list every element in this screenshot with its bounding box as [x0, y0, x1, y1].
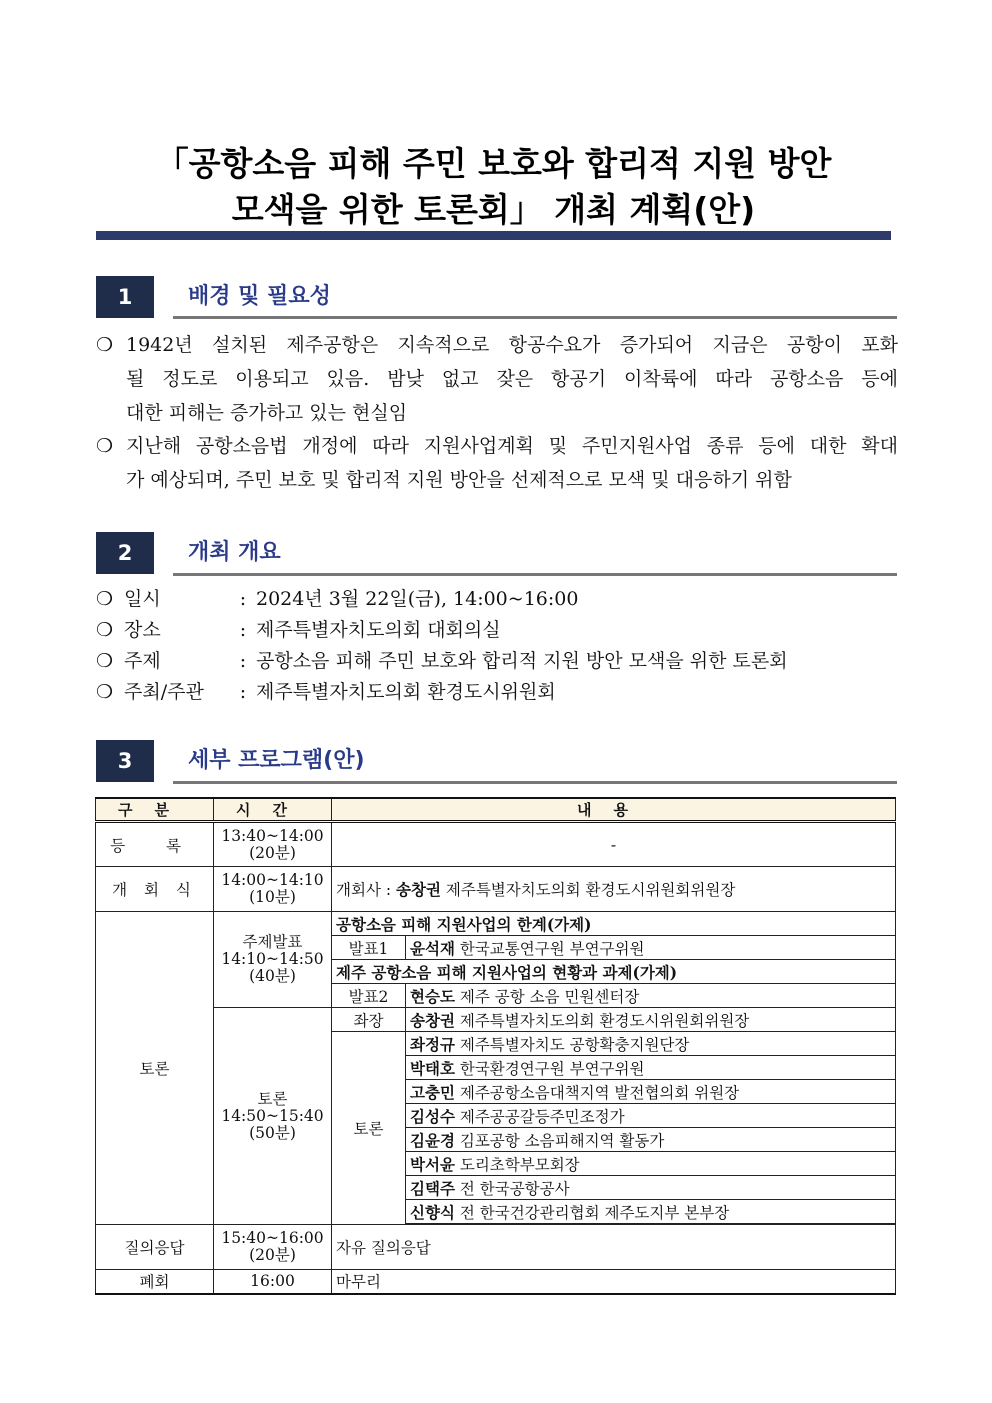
circle-bullet-icon: ❍ — [96, 588, 114, 610]
overview-value: 2024년 3월 22일(금), 14:00~16:00 — [256, 588, 579, 610]
circle-bullet-icon: ❍ — [96, 650, 114, 672]
circle-bullet-icon: ❍ — [96, 334, 114, 356]
table-row — [96, 867, 896, 912]
duration: (10분) — [249, 888, 296, 906]
person-name: 김성수 — [410, 1106, 455, 1126]
panelist — [406, 1128, 896, 1152]
section-title-overview: 개최 개요 — [188, 540, 281, 565]
paragraph-line: 1942년 설치된 제주공항은 지속적으로 항공수요가 증가되어 지금은 공항이 포화 — [126, 334, 898, 356]
person-name: 박서윤 — [410, 1154, 455, 1174]
person-name: 송창권 — [410, 1010, 455, 1030]
table-row — [96, 822, 896, 867]
discussion-category: 토론 — [96, 912, 214, 1225]
header-content: 내용 — [332, 798, 896, 822]
registration-content: - — [332, 822, 896, 867]
person-name: 좌정규 — [410, 1034, 455, 1054]
circle-bullet-icon: ❍ — [96, 681, 114, 703]
panelist — [406, 1032, 896, 1056]
table-row — [96, 1225, 896, 1270]
section-title-background: 배경 및 필요성 — [188, 284, 331, 309]
person-position: 제주특별자치도의회 환경도시위원회위원장 — [445, 881, 736, 899]
panelist — [406, 1200, 896, 1224]
opening-content — [332, 867, 896, 912]
person-position: 제주공공갈등주민조정가 — [459, 1107, 625, 1126]
person-position: 전 한국건강관리협회 제주도지부 본부장 — [459, 1203, 730, 1222]
overview-topic: ❍ 주제 : 공항소음 피해 주민 보호와 합리적 지원 방안 모색을 위한 토론회 — [96, 646, 788, 676]
person-position: 제주특별자치도 공항확충지원단장 — [459, 1035, 690, 1054]
overview-value: 제주특별자치도의회 대회의실 — [256, 619, 501, 641]
closing-time: 16:00 — [214, 1270, 332, 1294]
time-range: 14:50~15:40 — [221, 1106, 324, 1125]
table-row — [96, 1008, 896, 1032]
paragraph-line: 될 정도로 이용되고 있음. 밤낮 없고 잦은 항공기 이착륙에 따라 공항소음 등에 — [126, 368, 898, 390]
overview-host: ❍ 주최/주관 : 제주특별자치도의회 환경도시위원회 — [96, 677, 556, 707]
person-position: 제주 공항 소음 민원센터장 — [459, 987, 640, 1006]
role-label: 개회사 : — [336, 881, 392, 899]
section-number-2: 2 — [96, 532, 154, 574]
chair — [406, 1008, 896, 1032]
person-position: 한국환경연구원 부연구위원 — [459, 1059, 645, 1078]
presenter-role: 발표1 — [332, 936, 406, 960]
title-underline — [96, 231, 891, 240]
presenter-2 — [406, 984, 896, 1008]
registration-time — [214, 822, 332, 867]
topic-title: 공항소음 피해 지원사업의 한계(가제) — [336, 914, 592, 934]
paragraph-line: 대한 피해는 증가하고 있는 현실임 — [126, 402, 408, 424]
person-name: 현승도 — [410, 986, 455, 1006]
overview-label: 주최/주관 — [124, 681, 204, 703]
panelist — [406, 1080, 896, 1104]
topic-title: 제주 공항소음 피해 지원사업의 현황과 과제(가제) — [336, 962, 678, 982]
paragraph-line: 가 예상되며, 주민 보호 및 합리적 지원 방안을 선제적으로 모색 및 대응하기 위함 — [126, 469, 792, 491]
overview-label: 주제 — [124, 650, 161, 672]
overview-label: 일시 — [124, 588, 161, 610]
person-position: 전 한국공항공사 — [459, 1179, 570, 1198]
program-table — [95, 797, 896, 1295]
time-range: 13:40~14:00 — [221, 826, 324, 845]
panelist — [406, 1152, 896, 1176]
circle-bullet-icon: ❍ — [96, 435, 114, 457]
person-position: 김포공항 소음피해지역 활동가 — [459, 1131, 665, 1150]
background-item-1 — [96, 328, 898, 430]
section-rule — [173, 781, 897, 784]
section-rule — [173, 316, 897, 319]
presenter-1 — [406, 936, 896, 960]
person-name: 신향식 — [410, 1202, 455, 1222]
background-item-2 — [96, 429, 898, 497]
header-time: 시간 — [214, 798, 332, 822]
chair-role: 좌장 — [332, 1008, 406, 1032]
keynote-label: 주제발표 — [242, 933, 303, 951]
overview-value: 제주특별자치도의회 환경도시위원회 — [256, 681, 556, 703]
person-position: 제주특별자치도의회 환경도시위원회위원장 — [459, 1011, 750, 1030]
opening-category: 개 회 식 — [96, 867, 214, 912]
table-row — [96, 1270, 896, 1294]
topic-2 — [332, 960, 896, 984]
keynote-time — [214, 912, 332, 1008]
topic-1 — [332, 912, 896, 936]
qa-category: 질의응답 — [96, 1225, 214, 1270]
person-name: 박태호 — [410, 1058, 455, 1078]
closing-content: 마무리 — [332, 1270, 896, 1294]
overview-value: 공항소음 피해 주민 보호와 합리적 지원 방안 모색을 위한 토론회 — [256, 650, 788, 672]
closing-category: 폐회 — [96, 1270, 214, 1294]
document-title-line1: 「공항소음 피해 주민 보호와 합리적 지원 방안 — [155, 144, 832, 183]
person-name: 고충민 — [410, 1082, 455, 1102]
overview-date: ❍ 일시 : 2024년 3월 22일(금), 14:00~16:00 — [96, 584, 578, 614]
panelist — [406, 1056, 896, 1080]
section-title-program: 세부 프로그램(안) — [188, 748, 365, 773]
person-position: 한국교통연구원 부연구위원 — [459, 939, 645, 958]
table-row — [96, 912, 896, 936]
overview-label: 장소 — [124, 619, 161, 641]
debate-time — [214, 1008, 332, 1225]
section-rule — [173, 573, 897, 576]
time-range: 14:00~14:10 — [221, 871, 324, 889]
qa-content: 자유 질의응답 — [332, 1225, 896, 1270]
person-position: 제주공항소음대책지역 발전협의회 위원장 — [459, 1083, 740, 1102]
person-name: 김택주 — [410, 1178, 455, 1198]
person-name: 윤석재 — [410, 938, 455, 958]
panelist — [406, 1104, 896, 1128]
time-range: 15:40~16:00 — [221, 1229, 324, 1247]
person-name: 송창권 — [396, 880, 441, 899]
duration: (20분) — [249, 1246, 296, 1264]
header-category: 구분 — [96, 798, 214, 822]
duration: (50분) — [249, 1123, 296, 1142]
presenter-role: 발표2 — [332, 984, 406, 1008]
document-title-line2: 모색을 위한 토론회」 개최 계획(안) — [231, 190, 756, 229]
person-name: 김윤경 — [410, 1130, 455, 1150]
registration-category: 등 록 — [96, 822, 214, 867]
duration: (40분) — [249, 967, 296, 985]
person-position: 도리초학부모회장 — [459, 1155, 580, 1174]
section-number-1: 1 — [96, 276, 154, 318]
panel-role: 토론 — [332, 1032, 406, 1225]
section-number-3: 3 — [96, 740, 154, 782]
qa-time — [214, 1225, 332, 1270]
paragraph-line: 지난해 공항소음법 개정에 따라 지원사업계획 및 주민지원사업 종류 등에 대한 확대 — [126, 435, 898, 457]
duration: (20분) — [249, 843, 296, 862]
opening-time — [214, 867, 332, 912]
circle-bullet-icon: ❍ — [96, 619, 114, 641]
overview-venue: ❍ 장소 : 제주특별자치도의회 대회의실 — [96, 615, 501, 645]
time-range: 14:10~14:50 — [221, 950, 324, 968]
table-header-row — [96, 798, 896, 822]
panelist — [406, 1176, 896, 1200]
debate-label: 토론 — [257, 1089, 288, 1108]
